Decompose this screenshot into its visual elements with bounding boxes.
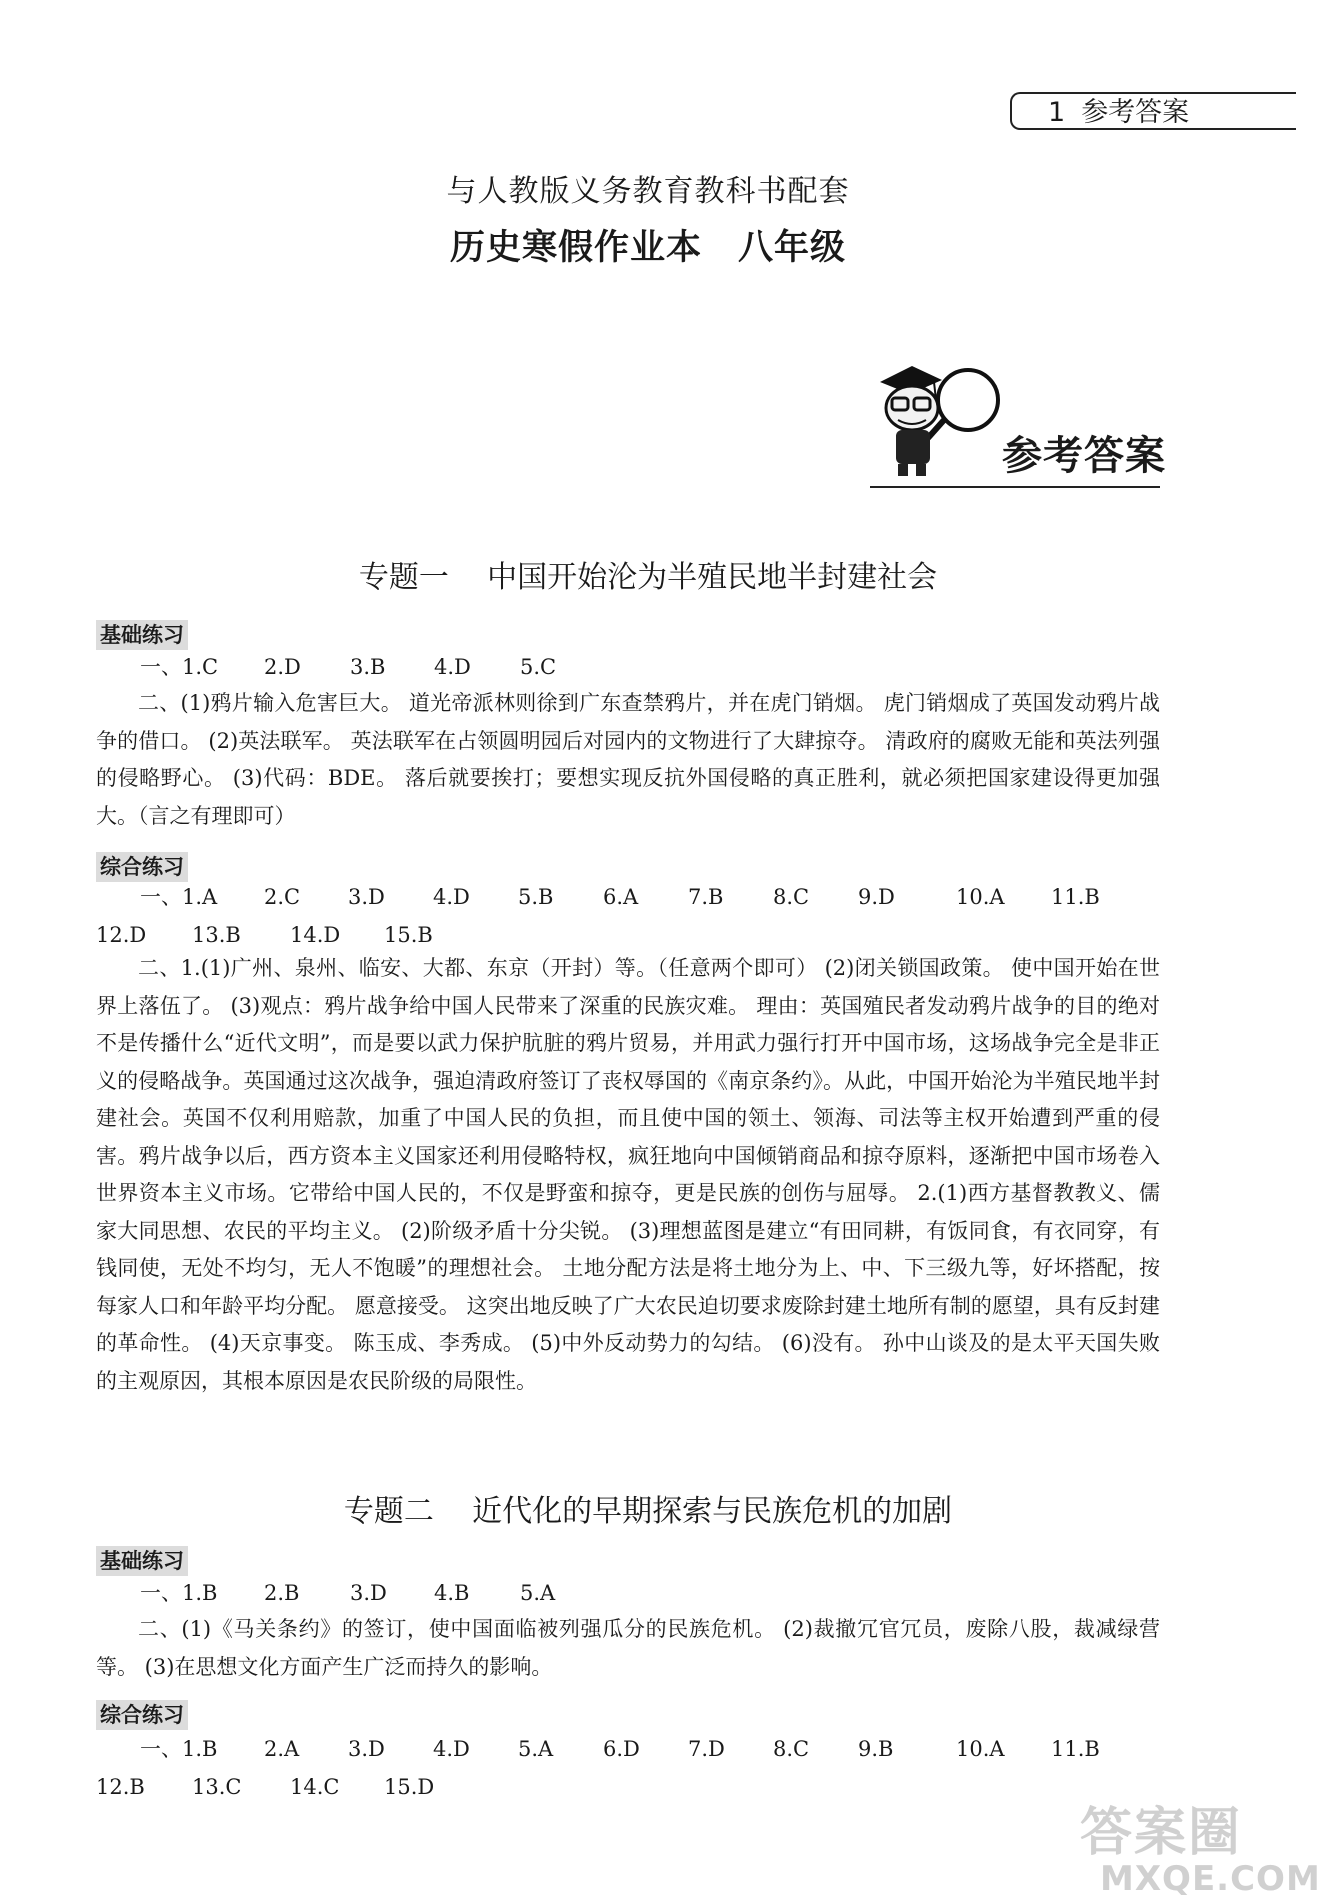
answer-item: 10.A	[956, 1737, 1005, 1761]
answer-item: 10.A	[956, 885, 1005, 909]
answer-item: 15.D	[384, 1775, 435, 1799]
watermark-url: MXQE.COM	[1100, 1859, 1321, 1899]
answer-item: 2.B	[264, 1581, 300, 1605]
answer-item: 15.B	[384, 923, 433, 947]
answer-item: 4.D	[433, 885, 470, 909]
answer-item: 4.B	[434, 1581, 470, 1605]
header-label: 参考答案	[1081, 97, 1190, 128]
answer-item: 3.B	[350, 655, 386, 679]
topic-2-basic-label: 基础练习	[96, 1546, 188, 1576]
answer-item: 一、1.B	[140, 1737, 218, 1761]
book-subtitle: 与人教版义务教育教科书配套	[446, 174, 850, 209]
answer-item: 8.C	[773, 1737, 810, 1761]
answer-item: 7.B	[688, 885, 724, 909]
answer-item: 12.D	[96, 923, 147, 947]
topic-1-basic-answer: 二、(1)鸦片输入危害巨大。 道光帝派林则徐到广东查禁鸦片，并在虎门销烟。 虎门销烟成了英国发动鸦片战争的借口。 (2)英法联军。 英法联军在占领圆明园后对园内的文物进行了大肆掠夺。 清政府的腐败无能和英法列强的侵略野心。 (3)代码：BDE。 落后就要挨打；要想实现反抗外国侵略的真正胜利，就必须把国家建设得更加强大。（言之有理即可）	[96, 691, 1160, 828]
answer-item: 3.D	[350, 1581, 387, 1605]
page-number: 1	[1048, 97, 1066, 128]
book-title	[0, 220, 1296, 270]
answer-item: 2.A	[264, 1737, 300, 1761]
topic-1-comp-choice-row2	[96, 920, 433, 950]
topic-2-basic-choice	[140, 1578, 555, 1608]
watermark	[1080, 1790, 1321, 1899]
answer-item: 6.A	[603, 885, 639, 909]
topic-2-title: 专题二 近代化的早期探索与民族危机的加剧	[343, 1494, 953, 1529]
answer-item: 6.D	[603, 1737, 640, 1761]
scholar-mascot-icon	[872, 360, 1002, 480]
page-header-tab	[1010, 92, 1296, 130]
topic-2-comp-choice-row2	[96, 1772, 434, 1802]
answer-item: 9.D	[858, 885, 895, 909]
answer-item: 5.A	[518, 1737, 554, 1761]
answer-item: 一、1.B	[140, 1581, 218, 1605]
answer-item: 一、1.A	[140, 885, 218, 909]
answer-item: 9.B	[858, 1737, 894, 1761]
topic-1-basic-label: 基础练习	[96, 620, 188, 650]
answer-item: 5.B	[518, 885, 554, 909]
watermark-logo-text: 答案圈	[1080, 1803, 1243, 1863]
answer-item: 5.C	[520, 655, 557, 679]
topic-1-title: 专题一 中国开始沦为半殖民地半封建社会	[358, 560, 938, 595]
answer-item: 13.C	[192, 1775, 242, 1799]
answer-item: 2.D	[264, 655, 301, 679]
answer-item: 11.B	[1051, 885, 1100, 909]
book-title-main: 历史寒假作业本	[449, 228, 702, 268]
answer-item: 11.B	[1051, 1737, 1100, 1761]
answer-heading: 参考答案	[1002, 433, 1166, 479]
answer-item: 13.B	[192, 923, 241, 947]
answer-item: 12.B	[96, 1775, 145, 1799]
topic-1-comp-label: 综合练习	[96, 852, 188, 882]
answer-item: 2.C	[264, 885, 301, 909]
answer-item: 8.C	[773, 885, 810, 909]
answer-item: 14.C	[290, 1775, 340, 1799]
topic-1-comp-choice-row1	[140, 882, 1100, 912]
topic-2-comp-choice-row1	[140, 1734, 1100, 1764]
topic-2-basic-answer: 二、(1)《马关条约》的签订，使中国面临被列强瓜分的民族危机。 (2)裁撤冗官冗员，废除八股，裁减绿营等。 (3)在思想文化方面产生广泛而持久的影响。	[96, 1617, 1160, 1679]
answer-item: 3.D	[348, 885, 385, 909]
answer-item: 4.D	[434, 655, 471, 679]
heading-divider	[870, 486, 1160, 488]
topic-2-comp-label: 综合练习	[96, 1700, 188, 1730]
topic-1-comp-answer: 二、1.(1)广州、泉州、临安、大都、东京（开封）等。（任意两个即可） (2)闭关锁国政策。 使中国开始在世界上落伍了。 (3)观点：鸦片战争给中国人民带来了深重的民族灾难。 理由：英国殖民者发动鸦片战争的目的绝对不是传播什么“近代文明”，而是要以武力保护肮脏的鸦片贸易，并用武力强行打开中国市场，这场战争完全是非正义的侵略战争。英国通过这次战争，强迫清政府签订了丧权辱国的《南京条约》。从此，中国开始沦为半殖民地半封建社会。英国不仅利用赔款，加重了中国人民的负担，而且使中国的领土、领海、司法等主权开始遭到严重的侵害。鸦片战争以后，西方资本主义国家还利用侵略特权，疯狂地向中国倾销商品和掠夺原料，逐渐把中国市场卷入世界资本主义市场。它带给中国人民的，不仅是野蛮和掠夺，更是民族的创伤与屈辱。 2.(1)西方基督教教义、儒家大同思想、农民的平均主义。 (2)阶级矛盾十分尖锐。 (3)理想蓝图是建立“有田同耕，有饭同食，有衣同穿，有钱同使，无处不均匀，无人不饱暖”的理想社会。 土地分配方法是将土地分为上、中、下三级九等，好坏搭配，按每家人口和年龄平均分配。 愿意接受。 这突出地反映了广大农民迫切要求废除封建土地所有制的愿望，具有反封建的革命性。 (4)天京事变。 陈玉成、李秀成。 (5)中外反动势力的勾结。 (6)没有。 孙中山谈及的是太平天国失败的主观原因，其根本原因是农民阶级的局限性。	[96, 956, 1160, 1393]
answer-item: 3.D	[348, 1737, 385, 1761]
answer-item: 4.D	[433, 1737, 470, 1761]
answer-item: 14.D	[290, 923, 341, 947]
topic-1-basic-choice	[140, 652, 556, 682]
answer-item: 一、1.C	[140, 655, 219, 679]
answer-item: 7.D	[688, 1737, 725, 1761]
answer-item: 5.A	[520, 1581, 556, 1605]
book-title-grade: 八年级	[738, 228, 847, 268]
